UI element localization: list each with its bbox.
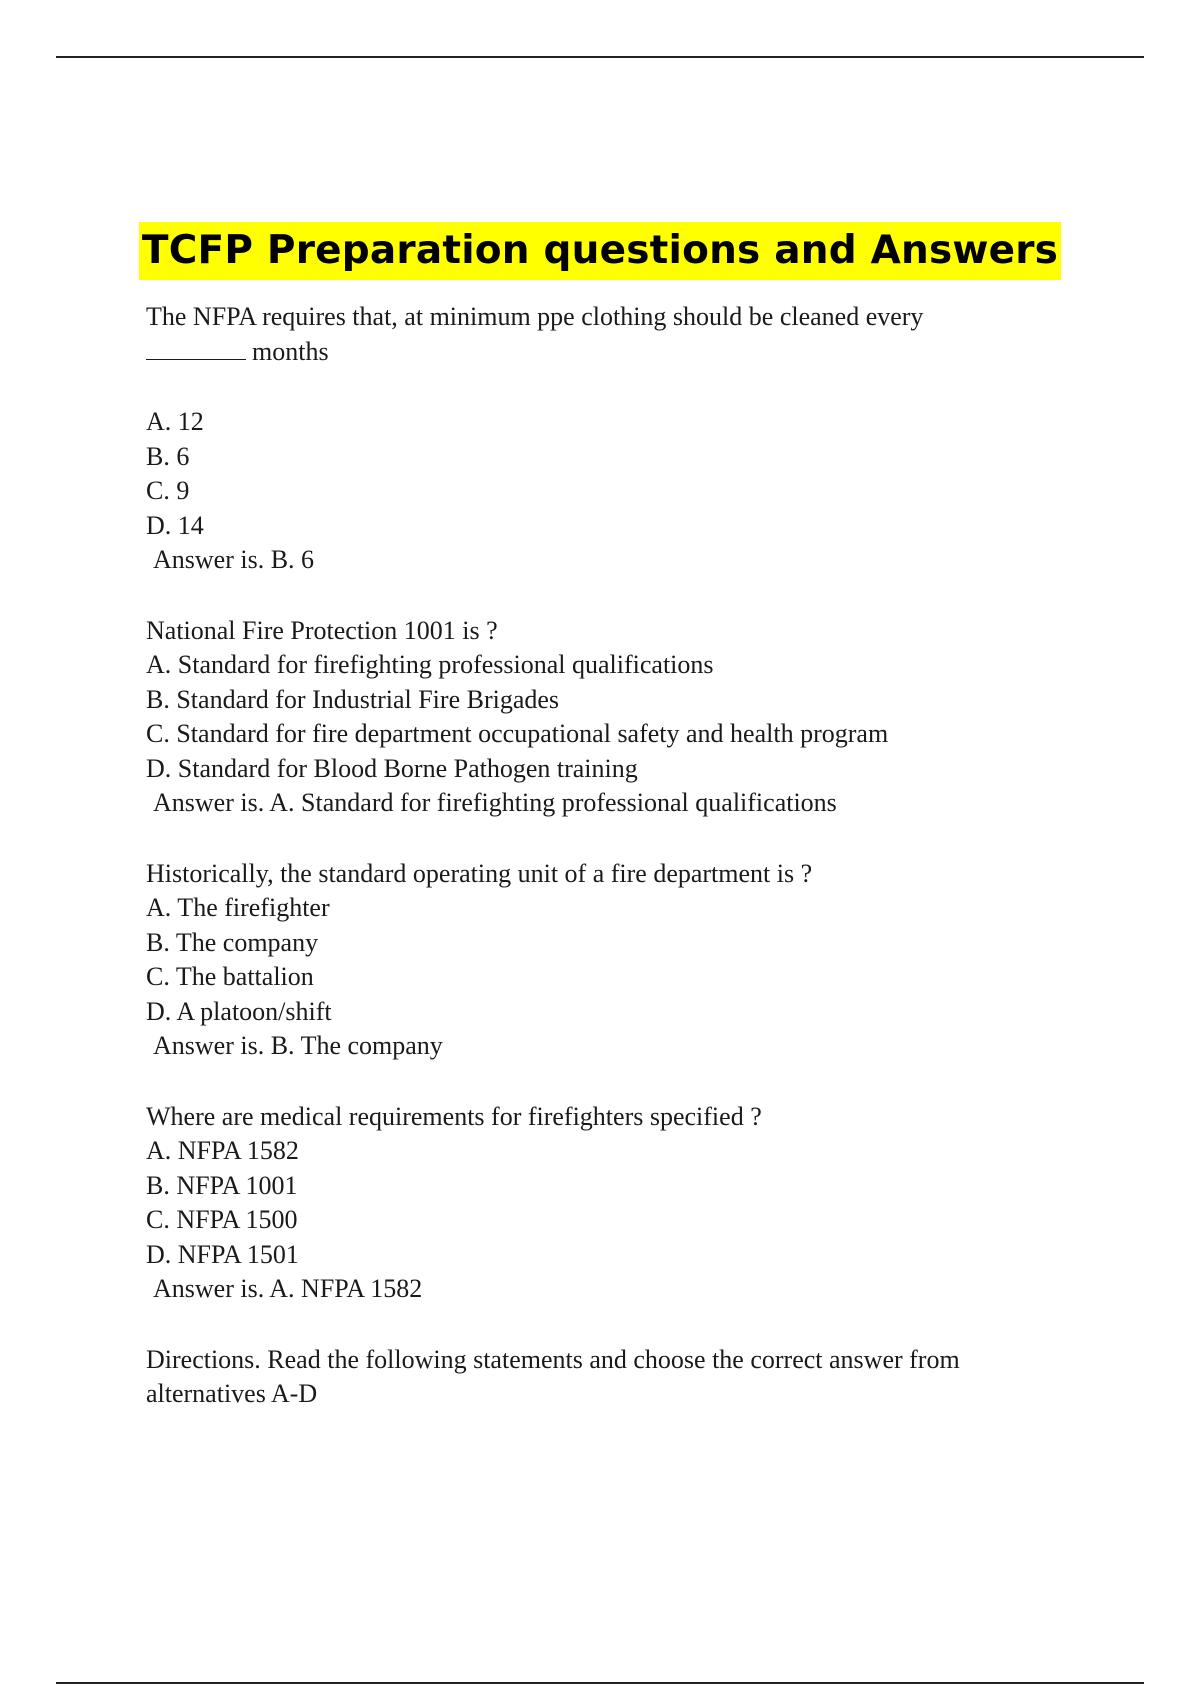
question-1-prompt-line2-text: months <box>252 336 329 366</box>
question-4-option-d: D. NFPA 1501 <box>146 1239 299 1269</box>
question-2-answer: Answer is. A. Standard for firefighting professional qualifications <box>153 788 837 817</box>
question-2-option-c: C. Standard for fire department occupational safety and health program <box>146 719 889 748</box>
question-1-option-d: D. 14 <box>146 510 204 540</box>
question-1-prompt-line1: The NFPA requires that, at minimum ppe clothing should be cleaned every <box>146 302 924 331</box>
title-container <box>0 222 1200 280</box>
document-body <box>146 300 1046 1448</box>
question-4-option-c: C. NFPA 1500 <box>146 1205 298 1234</box>
question-3-option-a: A. The firefighter <box>146 893 330 922</box>
question-3-option-d: D. A platoon/shift <box>146 996 332 1026</box>
directions-text: Directions. Read the following statements and choose the correct answer from alternatives A-D <box>146 1344 960 1408</box>
question-2-option-b: B. Standard for Industrial Fire Brigades <box>146 684 560 714</box>
question-1-option-a: A. 12 <box>146 407 204 436</box>
footer-rule <box>56 1682 1144 1684</box>
question-4-option-b: B. NFPA 1001 <box>146 1170 298 1200</box>
question-4-option-a: A. NFPA 1582 <box>146 1136 299 1165</box>
directions <box>146 1343 1046 1412</box>
question-4 <box>146 1100 1046 1307</box>
question-1-answer: Answer is. B. 6 <box>153 545 315 574</box>
question-1-option-c: C. 9 <box>146 476 190 505</box>
header-rule <box>56 56 1144 58</box>
document-title: TCFP Preparation questions and Answers <box>139 222 1061 280</box>
question-2-option-a: A. Standard for firefighting professional qualifications <box>146 650 714 679</box>
question-2 <box>146 614 1046 821</box>
question-1-prompt-line2 <box>146 335 1046 370</box>
question-2-option-d: D. Standard for Blood Borne Pathogen training <box>146 753 638 783</box>
question-3-answer: Answer is. B. The company <box>153 1031 443 1060</box>
question-3 <box>146 857 1046 1064</box>
question-3-prompt: Historically, the standard operating unit of a fire department is ? <box>146 858 813 888</box>
question-1 <box>146 300 1046 578</box>
question-2-prompt: National Fire Protection 1001 is ? <box>146 615 498 645</box>
question-4-prompt: Where are medical requirements for firefighters specified ? <box>146 1101 762 1131</box>
fill-in-blank <box>146 337 246 360</box>
question-3-option-b: B. The company <box>146 927 319 957</box>
question-3-option-c: C. The battalion <box>146 962 314 991</box>
question-4-answer: Answer is. A. NFPA 1582 <box>153 1274 423 1303</box>
question-1-option-b: B. 6 <box>146 441 190 471</box>
